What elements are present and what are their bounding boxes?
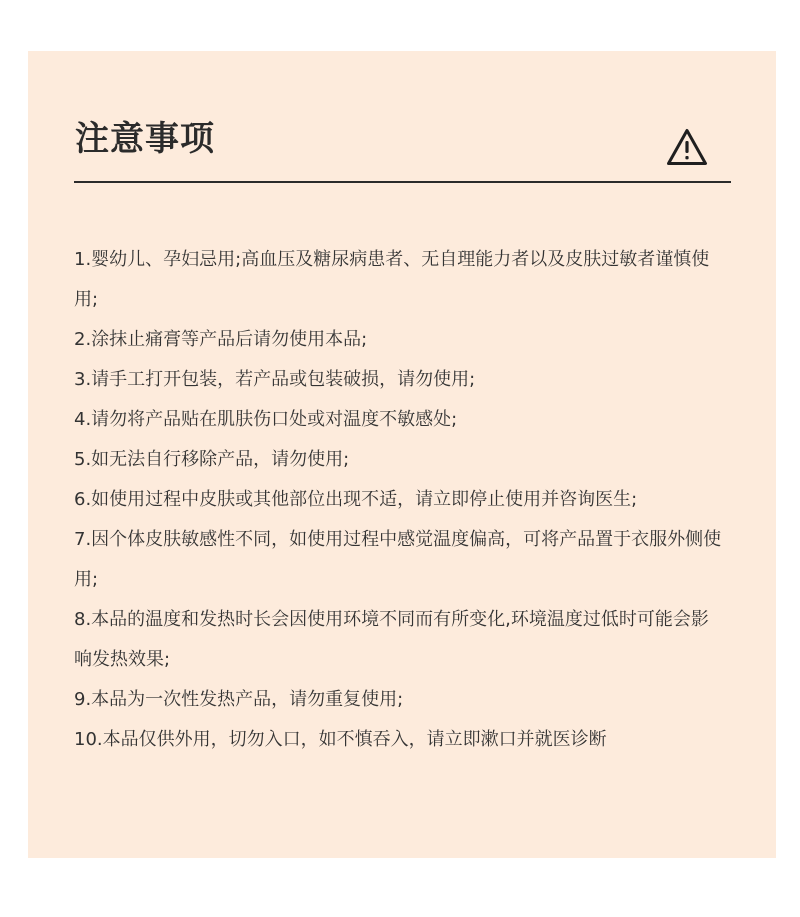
note-item: 3.请手工打开包装，若产品或包装破损，请勿使用; — [74, 369, 476, 390]
note-item: 8.本品的温度和发热时长会因使用环境不同而有所变化,环境温度过低时可能会影响发热效果; — [74, 609, 709, 670]
note-item: 4.请勿将产品贴在肌肤伤口处或对温度不敏感处; — [74, 409, 458, 430]
note-item: 1.婴幼儿、孕妇忌用;高血压及糖尿病患者、无自理能力者以及皮肤过敏者谨慎使用; — [74, 249, 710, 310]
note-item: 5.如无法自行移除产品，请勿使用; — [74, 449, 350, 470]
warning-triangle-icon — [666, 128, 708, 166]
note-item: 10.本品仅供外用，切勿入口，如不慎吞入，请立即漱口并就医诊断 — [74, 729, 607, 750]
title-divider — [74, 181, 731, 183]
note-item: 7.因个体皮肤敏感性不同，如使用过程中感觉温度偏高，可将产品置于衣服外侧使用; — [74, 529, 722, 590]
note-item: 6.如使用过程中皮肤或其他部位出现不适，请立即停止使用并咨询医生; — [74, 489, 638, 510]
page-title: 注意事项 — [75, 119, 215, 159]
notes-list — [74, 240, 724, 760]
notice-card — [28, 51, 776, 858]
note-item: 9.本品为一次性发热产品，请勿重复使用; — [74, 689, 404, 710]
note-item: 2.涂抹止痛膏等产品后请勿使用本品; — [74, 329, 368, 350]
